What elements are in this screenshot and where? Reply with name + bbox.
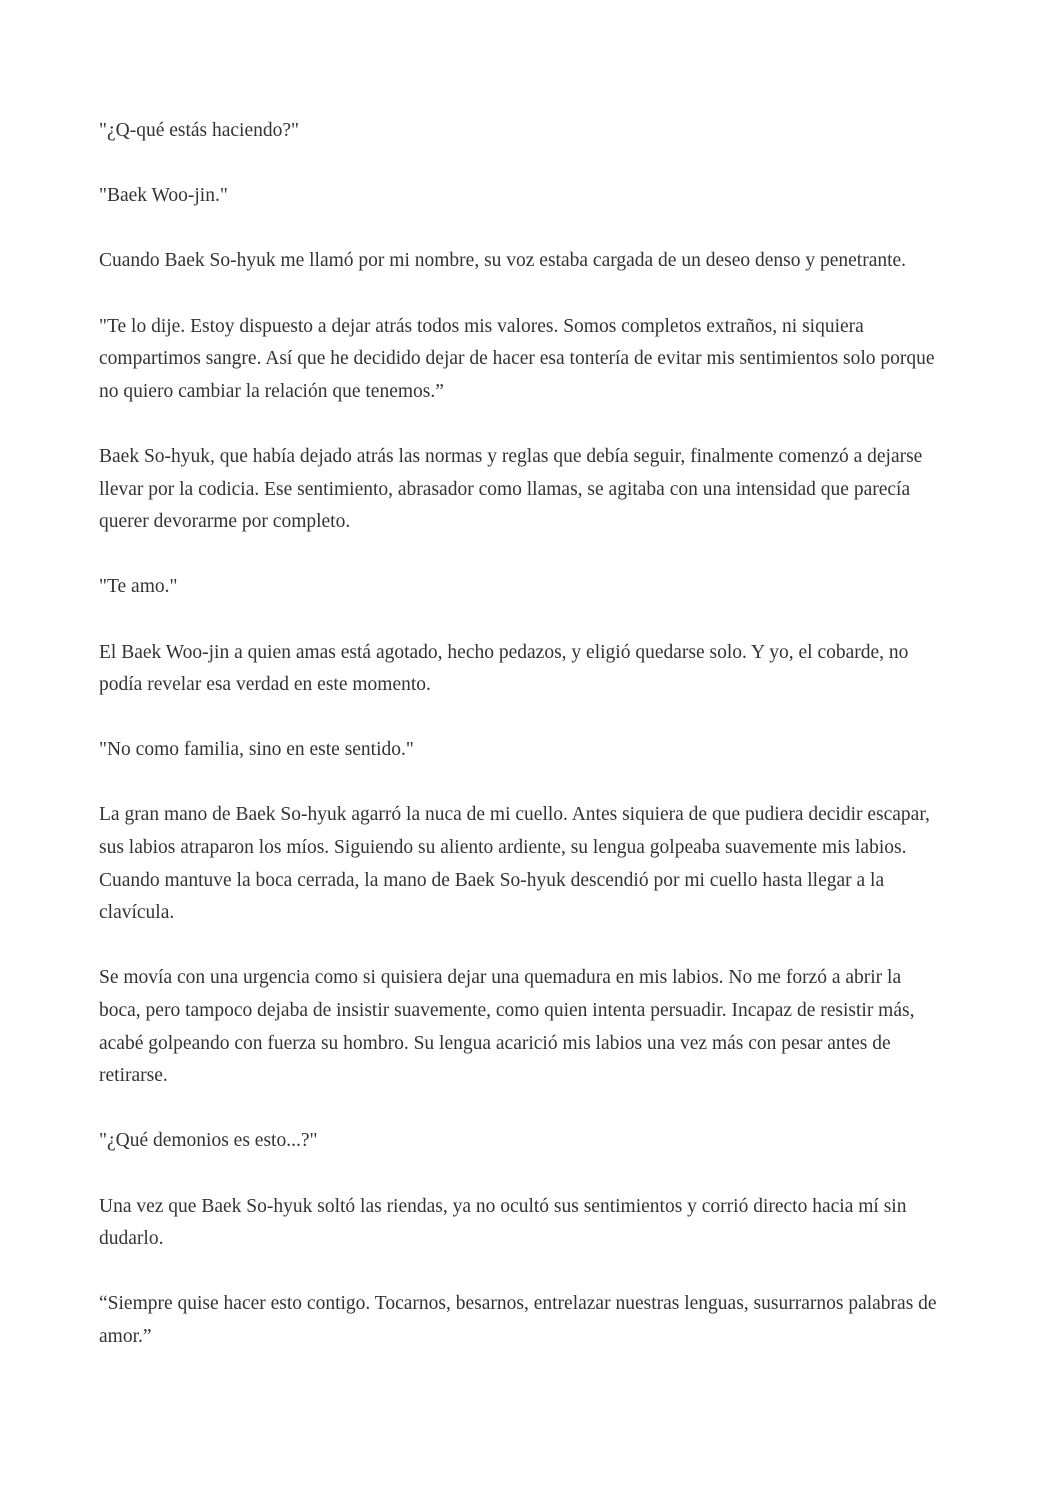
paragraph: El Baek Woo-jin a quien amas está agotado, hecho pedazos, y eligió quedarse solo. Y yo, el cobarde, no podía revelar esa verdad en este momento. xyxy=(99,641,909,696)
paragraph: La gran mano de Baek So-hyuk agarró la nuca de mi cuello. Antes siquiera de que pudiera decidir escapar, sus labios atraparon los míos. Siguiendo su aliento ardiente, su lengua golpeaba suavemente mis labios. Cuando mantuve la boca cerrada, la mano de Baek So-hyuk descendió por mi cuello hasta llegar a la clavícula. xyxy=(99,804,930,924)
paragraph: "¿Qué demonios es esto...?" xyxy=(99,1130,318,1152)
paragraph: Baek So-hyuk, que había dejado atrás las normas y reglas que debía seguir, finalmente comenzó a dejarse llevar por la codicia. Ese sentimiento, abrasador como llamas, se agitaba con una intensidad que parecía querer devorarme por completo. xyxy=(99,445,923,533)
paragraph: "No como familia, sino en este sentido." xyxy=(99,739,414,761)
document-page xyxy=(99,115,944,1386)
paragraph: "Te lo dije. Estoy dispuesto a dejar atrás todos mis valores. Somos completos extraños, ni siquiera compartimos sangre. Así que he decidido dejar de hacer esa tontería de evitar mis sentimientos solo porque no quiero cambiar la relación que tenemos.” xyxy=(99,315,935,402)
paragraph: “Siempre quise hacer esto contigo. Tocarnos, besarnos, entrelazar nuestras lenguas, susurrarnos palabras de amor.” xyxy=(99,1293,937,1347)
paragraph: Cuando Baek So-hyuk me llamó por mi nombre, su voz estaba cargada de un deseo denso y penetrante. xyxy=(99,250,907,272)
paragraph: "¿Q-qué estás haciendo?" xyxy=(99,120,299,141)
paragraph: Una vez que Baek So-hyuk soltó las riendas, ya no ocultó sus sentimientos y corrió directo hacia mí sin dudarlo. xyxy=(99,1195,907,1250)
paragraph: "Te amo." xyxy=(99,576,178,598)
paragraph: "Baek Woo-jin." xyxy=(99,185,228,207)
paragraph: Se movía con una urgencia como si quisiera dejar una quemadura en mis labios. No me forzó a abrir la boca, pero tampoco dejaba de insistir suavemente, como quien intenta persuadir. Incapaz de resistir más, acabé golpeando con fuerza su hombro. Su lengua acarició mis labios una vez más con pesar antes de retirarse. xyxy=(99,967,915,1087)
